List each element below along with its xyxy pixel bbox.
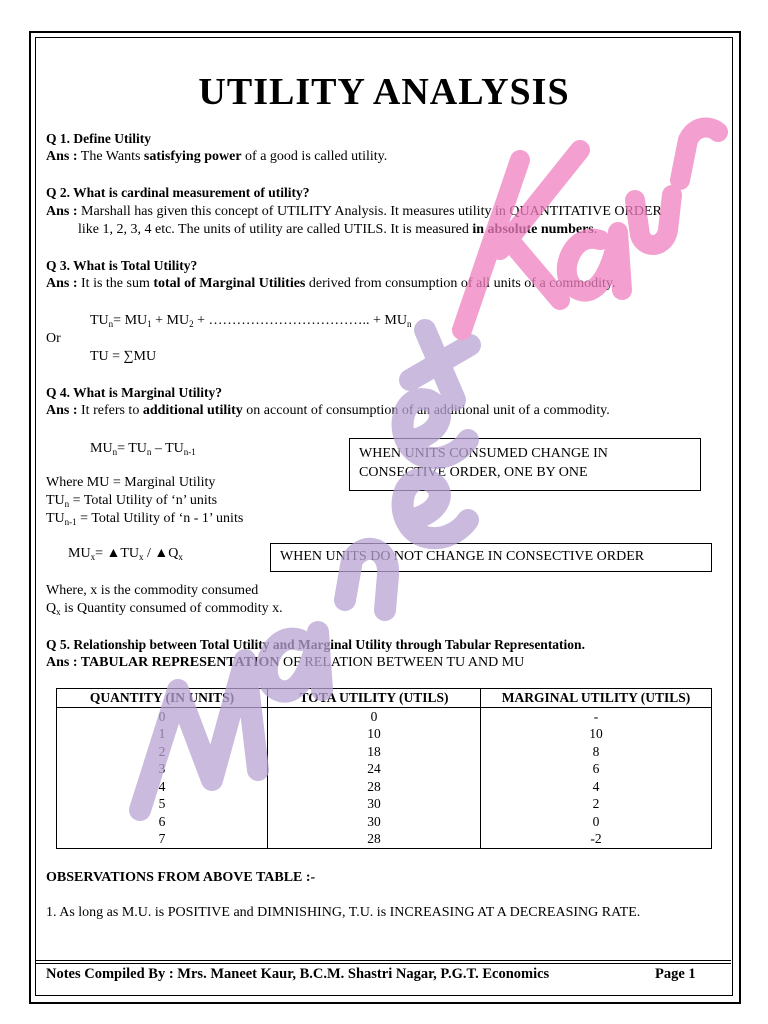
where-tun-1: $TU_{n-1}$ = Total Utility of ‘n - 1’ units xyxy=(46,511,244,527)
answer-2-line-2: like 1, 2, 3, 4 etc. The units of utility are called UTILS. It is measured in absolute numbers. xyxy=(78,222,598,237)
question-3: Q 3. What is Total Utility? xyxy=(46,258,198,273)
table-cell: 10 xyxy=(481,726,712,744)
table-header-quantity: QUANTITY (IN UNITS) xyxy=(57,689,268,708)
where-qx: $Q_x$ is Quantity consumed of commodity x. xyxy=(46,601,283,617)
page-number: Page 1 xyxy=(655,966,696,982)
table-cell: 30 xyxy=(268,796,481,814)
table-cell: 4 xyxy=(481,778,712,796)
table-header-marginal-utility: MARGINAL UTILITY (UTILS) xyxy=(481,689,712,708)
where-x: Where, x is the commodity consumed xyxy=(46,583,259,598)
table-row xyxy=(57,813,712,831)
where-mu: Where MU = Marginal Utility xyxy=(46,475,216,490)
table-cell: 1 xyxy=(57,726,268,744)
table-header-row xyxy=(57,689,712,708)
note-box-consecutive-line-1: WHEN UNITS CONSUMED CHANGE IN xyxy=(359,446,608,461)
table-row xyxy=(57,796,712,814)
answer-2-line-1: Ans : Marshall has given this concept of UTILITY Analysis. It measures utility in QUANTITATIVE ORDER xyxy=(46,204,662,219)
note-box-non-consecutive: WHEN UNITS DO NOT CHANGE IN CONSECTIVE ORDER xyxy=(270,543,712,572)
table-cell: 2 xyxy=(481,796,712,814)
table-row xyxy=(57,761,712,779)
table-cell: 6 xyxy=(481,761,712,779)
where-tun: $TU_n$ = Total Utility of ‘n’ units xyxy=(46,493,218,509)
note-box-consecutive xyxy=(349,438,701,491)
footer-credit: Notes Compiled By : Mrs. Maneet Kaur, B.C.M. Shastri Nagar, P.G.T. Economics xyxy=(46,966,550,982)
formula-marginal-utility: $MU_n= TU_n - TU_{n-1}$ xyxy=(90,441,196,457)
formula-sum-mu: TU = ∑MU xyxy=(90,349,157,364)
table-cell: 8 xyxy=(481,743,712,761)
table-cell: 7 xyxy=(57,831,268,849)
table-cell: 30 xyxy=(268,813,481,831)
table-cell: 0 xyxy=(268,708,481,726)
table-row xyxy=(57,831,712,849)
table-cell: 5 xyxy=(57,796,268,814)
table-row xyxy=(57,778,712,796)
table-cell: 0 xyxy=(57,708,268,726)
table-cell: 0 xyxy=(481,813,712,831)
question-1: Q 1. Define Utility xyxy=(46,131,151,146)
table-row xyxy=(57,743,712,761)
observations-heading: OBSERVATIONS FROM ABOVE TABLE :- xyxy=(46,870,316,885)
table-cell: 6 xyxy=(57,813,268,831)
question-4: Q 4. What is Marginal Utility? xyxy=(46,385,223,400)
footer-rule-inner xyxy=(35,963,731,964)
or-text: Or xyxy=(46,331,61,346)
question-5: Q 5. Relationship between Total Utility and Marginal Utility through Tabular Representation. xyxy=(46,637,585,652)
table-cell: 2 xyxy=(57,743,268,761)
observation-item-1: 1. As long as M.U. is POSITIVE and DIMNISHING, T.U. is INCREASING AT A DECREASING RATE. xyxy=(46,905,641,920)
answer-1: Ans : The Wants satisfying power of a good is called utility. xyxy=(46,149,388,164)
answer-3: Ans : It is the sum total of Marginal Utilities derived from consumption of all units of a commodity. xyxy=(46,276,616,291)
page-title: UTILITY ANALYSIS xyxy=(198,71,570,113)
table-cell: 28 xyxy=(268,831,481,849)
answer-4: Ans : It refers to additional utility on account of consumption of an additional unit of a commodity. xyxy=(46,403,610,418)
formula-total-utility: $TU_n= MU_1 + MU_2$ + …………………………….. + $MU_n$ xyxy=(90,313,412,329)
table-cell: 24 xyxy=(268,761,481,779)
tu-mu-table xyxy=(56,688,712,849)
table-header-total-utility: TOTA UTILITY (UTILS) xyxy=(268,689,481,708)
note-box-consecutive-line-2: CONSECTIVE ORDER, ONE BY ONE xyxy=(359,465,588,480)
table-cell: -2 xyxy=(481,831,712,849)
formula-marginal-utility-delta: $MU_x=$ $▲TU_x$ / $▲Q_x$ xyxy=(68,546,183,562)
table-cell: - xyxy=(481,708,712,726)
table-cell: 18 xyxy=(268,743,481,761)
table-cell: 4 xyxy=(57,778,268,796)
table-cell: 10 xyxy=(268,726,481,744)
table-row xyxy=(57,726,712,744)
table-row xyxy=(57,708,712,726)
table-cell: 3 xyxy=(57,761,268,779)
table-cell: 28 xyxy=(268,778,481,796)
answer-5: Ans : TABULAR REPRESENTATION OF RELATION BETWEEN TU AND MU xyxy=(46,655,525,670)
question-2: Q 2. What is cardinal measurement of utility? xyxy=(46,185,310,200)
